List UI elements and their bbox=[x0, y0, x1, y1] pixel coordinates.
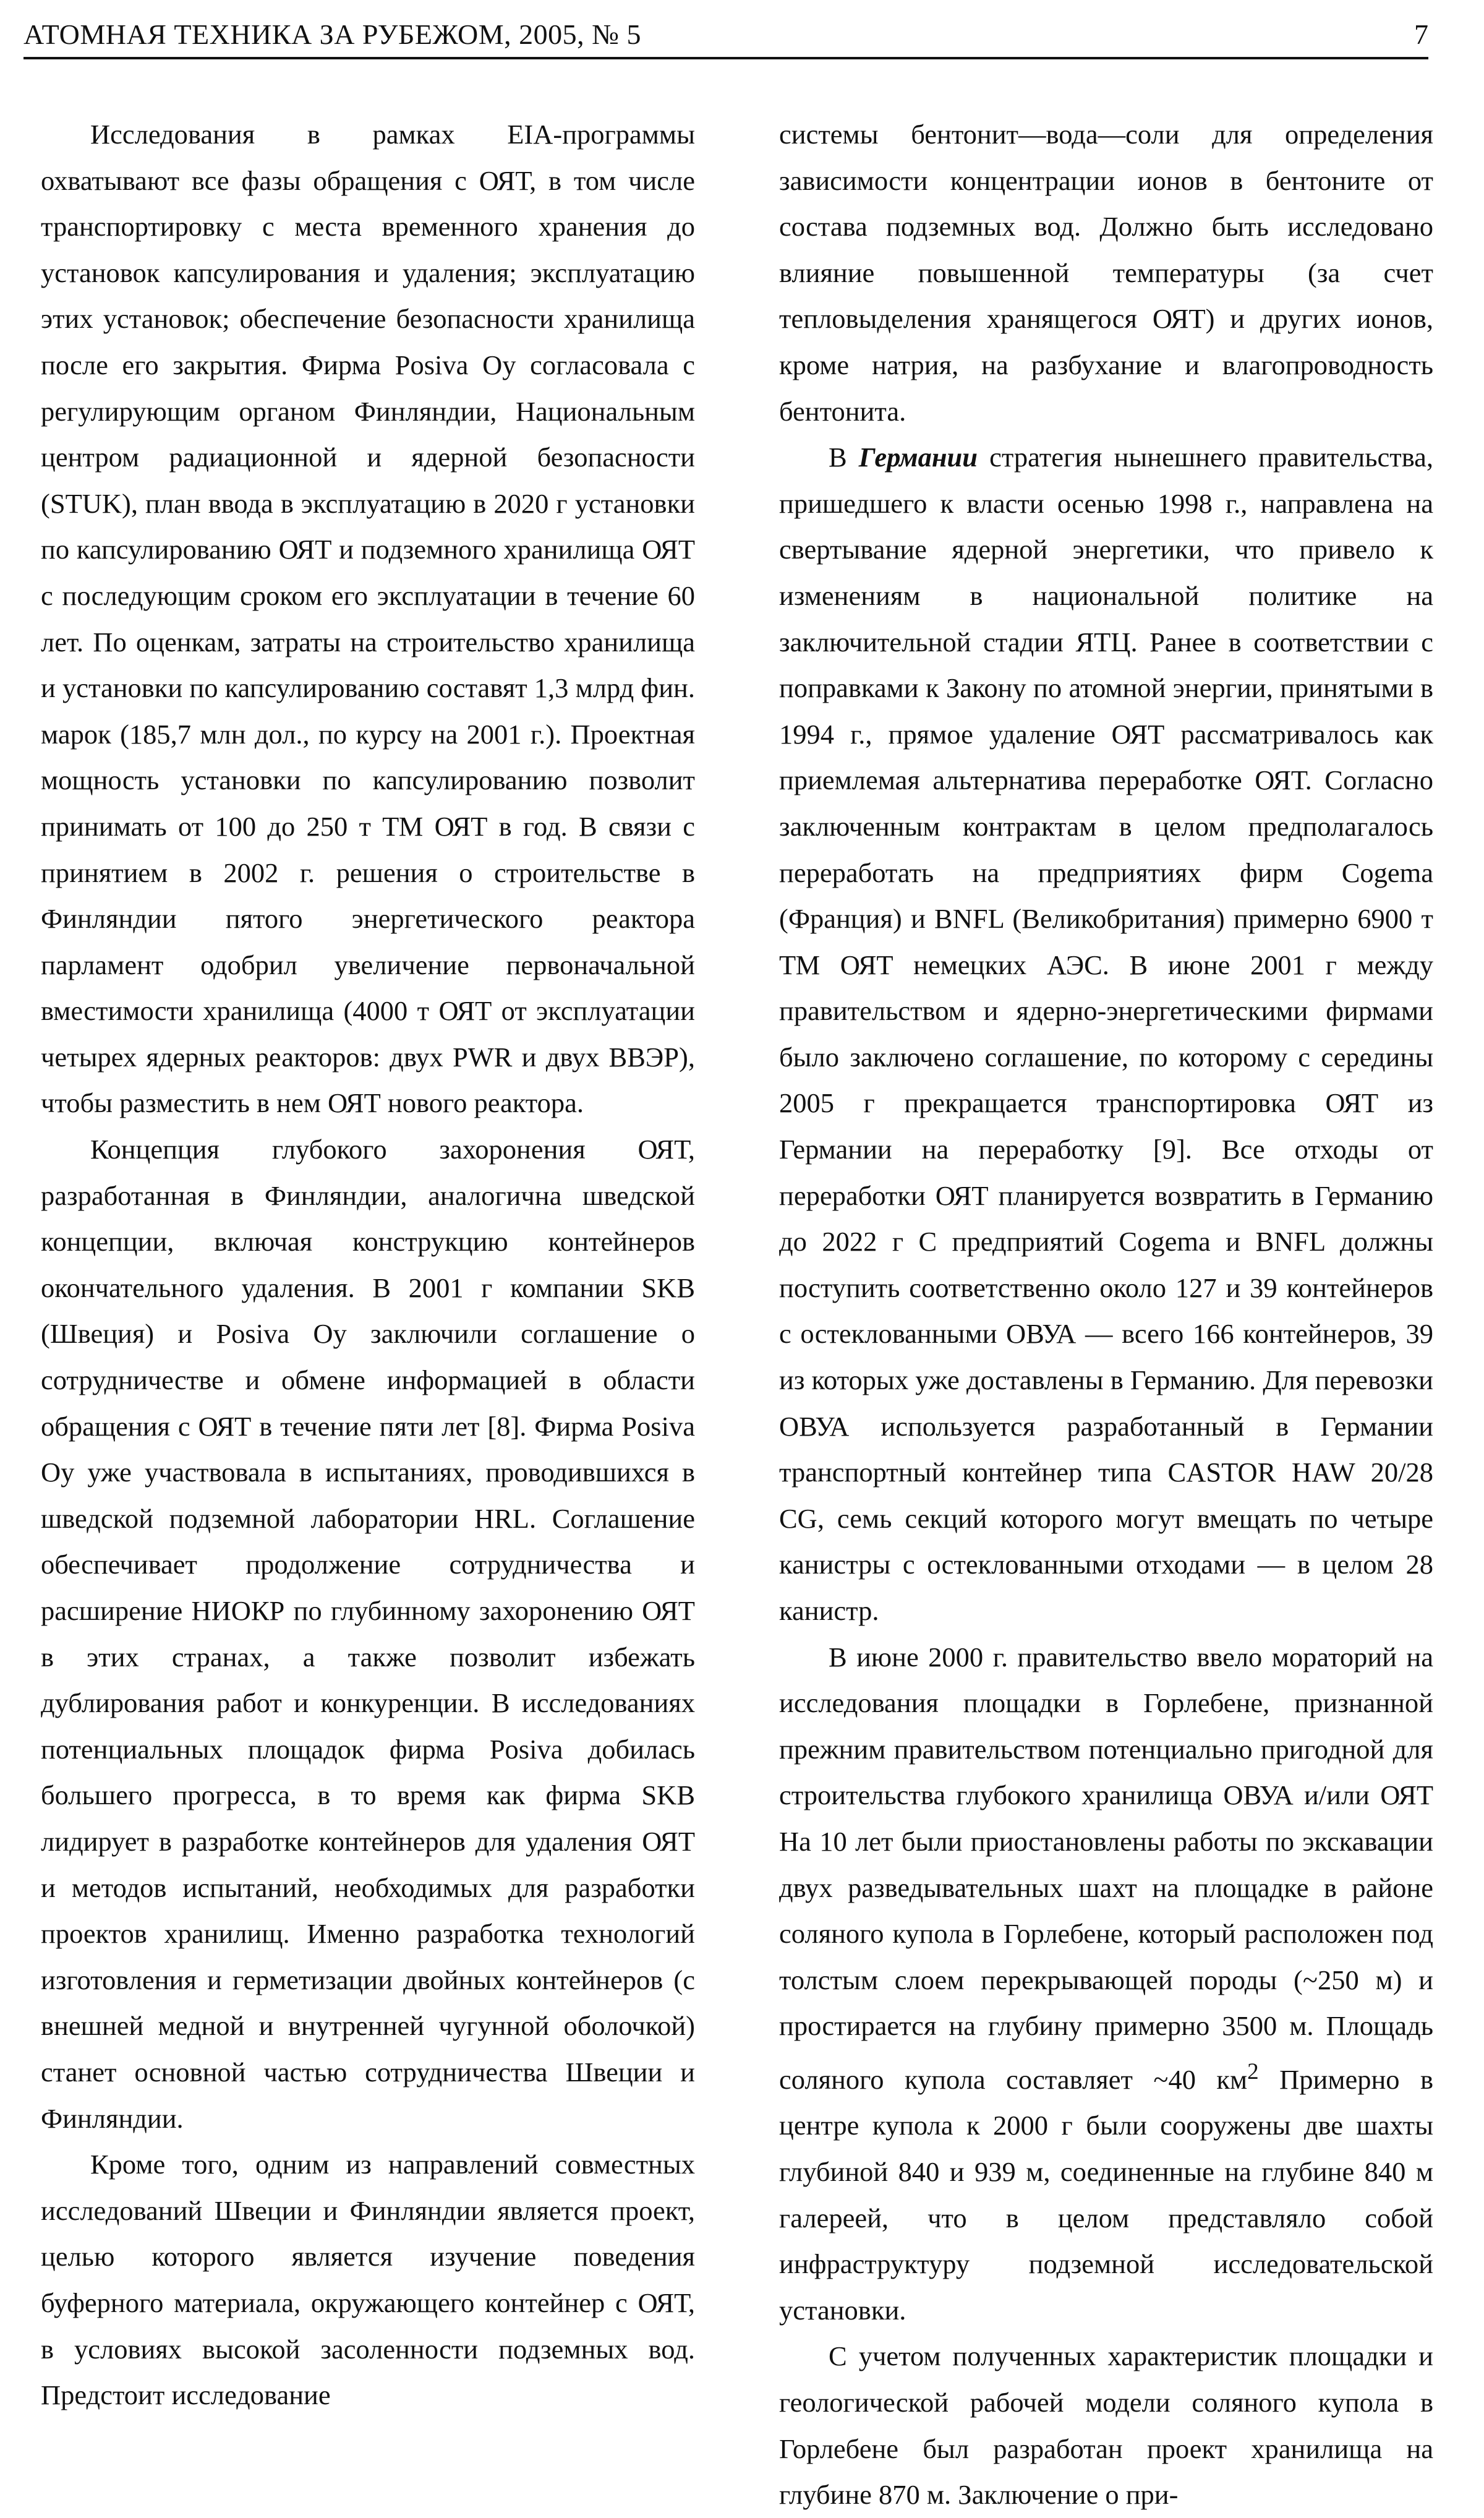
left-column bbox=[41, 111, 695, 2411]
running-header bbox=[23, 14, 1428, 59]
gorleben-text-b: Примерно в центре купола к 2000 г были сооружены две шахты глубиной 840 и 939 м, соединенные на глубине 840 м галереей, что в целом представляло собой инфраструктуру подземной исследовательской установки. bbox=[779, 2063, 1433, 2326]
paragraph-eia-program: Исследования в рамках EIA-программы охватывают все фазы обращения с ОЯТ, в том числе транспортировку с места временного хранения до установок капсулирования и удаления; эксплуатацию этих установок; обеспечение безопасности хранилища после его закрытия. Фирма Posiva Oy согласовала с регулирующим органом Финляндии, Национальным центром радиационной и ядерной безопасности (STUK), план ввода в эксплуатацию в 2020 г установки по капсулированию ОЯТ и подземного хранилища ОЯТ с последующим сроком его эксплуатации в течение 60 лет. По оценкам, затраты на строительство хранилища и установки по капсулированию составят 1,3 млрд фин. марок (185,7 млн дол., по курсу на 2001 г.). Проектная мощность установки по капсулированию позволит принимать от 100 до 250 т ТМ ОЯТ в год. В связи с принятием в 2002 г. решения о строительстве в Финляндии пятого энергетического реактора парламент одобрил увеличение первоначальной вместимости хранилища (4000 т ОЯТ от эксплуатации четырех ядерных реакторов: двух PWR и двух ВВЭР), чтобы разместить в нем ОЯТ нового реактора. bbox=[41, 119, 695, 1119]
paragraph-joint-research: Кроме того, одним из направлений совместных исследований Швеции и Финляндии является проект, целью которого является изучение поведения буферного материала, окружающего контейнер с ОЯТ, в условиях высокой засоленности подземных вод. Предстоит исследование bbox=[41, 2149, 695, 2411]
paragraph-bentonite-continuation: системы бентонит—вода—соли для определения зависимости концентрации ионов в бентоните от состава подземных вод. Должно быть исследовано влияние повышенной температуры (за счет тепловыделения хранящегося ОЯТ) и других ионов, кроме натрия, на разбухание и влагопроводность бентонита. bbox=[779, 119, 1433, 427]
paragraph-gorleben-moratorium bbox=[779, 1634, 1433, 2334]
paragraph-deep-disposal-concept: Концепция глубокого захоронения ОЯТ, разработанная в Финляндии, аналогична шведской концепции, включая конструкцию контейнеров окончательного удаления. В 2001 г компании SKB (Швеция) и Posiva Oy заключили соглашение о сотрудничестве и обмене информацией в области обращения с ОЯТ в течение пяти лет [8]. Фирма Posiva Oy уже участвовала в испытаниях, проводившихся в шведской подземной лаборатории HRL. Соглашение обеспечивает продолжение сотрудничества и расширение НИОКР по глубинному захоронению ОЯТ в этих странах, а также позволит избежать дублирования работ и конкуренции. В исследованиях потенциальных площадок фирма Posiva добилась большего прогресса, в то время как фирма SKB лидирует в разработке контейнеров для удаления ОЯТ и методов испытаний, необходимых для разработки проектов хранилищ. Именно разработка технологий изготовления и герметизации двойных контейнеров (с внешней медной и внутренней чугунной оболочкой) станет основной частью сотрудничества Швеции и Финляндии. bbox=[41, 1134, 695, 2134]
germany-heading-word: Германии bbox=[858, 442, 978, 473]
journal-title: АТОМНАЯ ТЕХНИКА ЗА РУБЕЖОМ, 2005, № 5 bbox=[23, 19, 642, 50]
right-column bbox=[779, 111, 1433, 2511]
page-number: 7 bbox=[1414, 19, 1428, 50]
paragraph-germany-strategy bbox=[779, 434, 1433, 1634]
paragraph-repository-project: С учетом полученных характеристик площадки и геологической рабочей модели соляного купола в Горлебене был разработан проект хранилища на глубине 870 м. Заключение о при- bbox=[779, 2340, 1433, 2511]
germany-body-text: стратегия нынешнего правительства, пришедшего к власти осенью 1998 г., направлена на свертывание ядерной энергетики, что привело к изменениям в национальной политике на заключительной стадии ЯТЦ. Ранее в соответствии с поправками к Закону по атомной энергии, принятыми в 1994 г., прямое удаление ОЯТ рассматривалось как приемлемая альтернатива переработке ОЯТ. Согласно заключенным контрактам в целом предполагалось переработать на предприятиях фирм Cogema (Франция) и BNFL (Великобритания) примерно 6900 т ТМ ОЯТ немецких АЭС. В июне 2001 г между правительством и ядерно-энергетическими фирмами было заключено соглашение, по которому с середины 2005 г прекращается транспортировка ОЯТ из Германии на переработку [9]. Все отходы от переработки ОЯТ планируется возвратить в Германию до 2022 г С предприятий Cogema и BNFL должны поступить соответственно около 127 и 39 контейнеров с остеклованными ОВУА — всего 166 контейнеров, 39 из которых уже доставлены в Германию. Для перевозки ОВУА используется разработанный в Германии транспортный контейнер типа CASTOR HAW 20/28 CG, семь секций которого могут вмещать по четыре канистры с остеклованными отходами — в целом 28 канистр. bbox=[779, 442, 1433, 1626]
superscript-two: 2 bbox=[1247, 2058, 1259, 2084]
germany-lead-text: В bbox=[829, 442, 859, 473]
gorleben-text-a: В июне 2000 г. правительство ввело мораторий на исследования площадки в Горлебене, признанной прежним правительством потенциально пригодной для строительства глубокого хранилища ОВУА и/или ОЯТ На 10 лет были приостановлены работы по экскавации двух разведывательных шахт на площадке в районе соляного купола в Горлебене, который расположен под толстым слоем перекрывающей породы (~250 м) и простирается на глубину примерно 3500 м. Площадь соляного купола составляет ~40 км bbox=[779, 1641, 1433, 2095]
